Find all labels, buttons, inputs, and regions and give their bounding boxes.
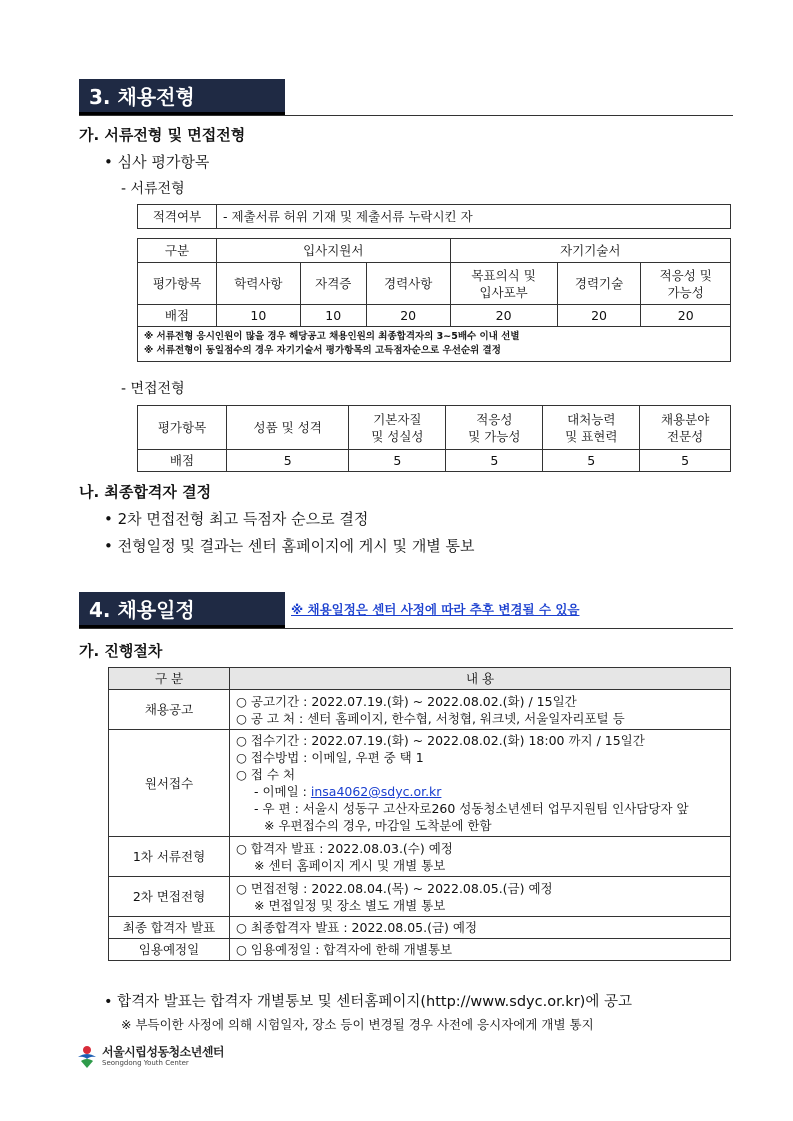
section4-title: 4. 채용일정 [79,592,285,628]
table-cell: 20 [641,305,731,327]
sched-h-gubun: 구 분 [109,668,230,690]
table-cell: 5 [446,450,543,472]
table-cell: 10 [300,305,366,327]
doc-r-item: 평가항목 [138,263,217,305]
doc-review-label: - 서류전형 [121,181,185,197]
table-cell: 자격증 [300,263,366,305]
post-line: - 우 편 : 서울시 성동구 고산자로260 성동청소년센터 업무지원팀 인사담당자 앞 [254,801,689,816]
doc-note-2: ※ 서류전형이 동일점수의 경우 자기기술서 평가항목의 고득점자순으로 우선순위 결정 [144,345,501,356]
table-cell: 대처능력 및 표현력 [543,406,640,450]
schedule-table [108,667,731,961]
sched-line: ○ 접 수 처 [236,767,296,782]
table-cell: 성품 및 성격 [227,406,349,450]
table-cell: 20 [366,305,450,327]
sched-row-doc [109,837,731,877]
email-line [236,783,724,800]
table-cell: 경력기술 [557,263,641,305]
section4-header [79,592,733,629]
sched-row-interview [109,877,731,917]
int-r-item: 평가항목 [138,406,227,450]
sched-line: ○ 임용예정일 : 합격자에 한해 개별통보 [236,942,453,957]
sched-line: ○ 접수기간 : 2022.07.19.(화) ~ 2022.08.02.(화) 18:00 까지 / 15일간 [236,733,645,748]
sched-row-appoint [109,939,731,961]
sched-line: ○ 접수방법 : 이메일, 우편 중 택 1 [236,750,424,765]
procedure-title: 가. 진행절차 [79,642,163,660]
table-cell: 5 [543,450,640,472]
sched-label: 원서접수 [109,730,230,837]
table-cell: 목표의식 및 입사포부 [450,263,557,305]
subsection-a-title: 가. 서류전형 및 면접전형 [79,126,246,144]
sched-sub: ※ 면접일정 및 장소 별도 개별 통보 [254,897,446,913]
sched-line: ○ 공 고 처 : 센터 홈페이지, 한수협, 서청협, 워크넷, 서울일자리포털 등 [236,710,625,726]
table-cell: 5 [227,450,349,472]
doc-h-app: 입사지원서 [217,239,451,263]
table-cell: 채용분야 전문성 [640,406,731,450]
b-bullet-1: • 2차 면접전형 최고 득점자 순으로 결정 [104,510,369,528]
sched-label: 최종 합격자 발표 [109,917,230,939]
table-cell: 기본자질 및 성실성 [349,406,446,450]
b-bullet-2: • 전형일정 및 결과는 센터 홈페이지에 게시 및 개별 통보 [104,537,475,555]
sched-line: ○ 면접전형 : 2022.08.04.(목) ~ 2022.08.05.(금) 예정 [236,880,553,896]
section3-header [79,79,733,116]
logo-ko: 서울시립성동청소년센터 [102,1045,225,1059]
sched-label: 1차 서류전형 [109,837,230,877]
table-cell: 적응성 및 가능성 [641,263,731,305]
doc-r-score: 배점 [138,305,217,327]
subsection-b-title: 나. 최종합격자 결정 [79,483,212,501]
sched-row-apply [109,730,731,837]
footnote: ※ 부득이한 사정에 의해 시험일자, 장소 등이 변경될 경우 사전에 응시자에게 개별 통지 [121,1017,594,1032]
announce-bullet: • 합격자 발표는 합격자 개별통보 및 센터홈페이지(http://www.sdyc.or.kr)에 공고 [104,994,632,1010]
bullet-eval: • 심사 평가항목 [104,153,210,171]
sched-row-final [109,917,731,939]
table-cell: 20 [450,305,557,327]
email-prefix: - 이메일 : [254,784,311,799]
section3-title: 3. 채용전형 [79,79,285,115]
table-cell: 5 [640,450,731,472]
sched-line: ○ 최종합격자 발표 : 2022.08.05.(금) 예정 [236,920,478,935]
doc-review-table [137,238,731,362]
sched-label: 채용공고 [109,690,230,730]
logo-mark-icon [76,1045,98,1069]
sched-h-content: 내 용 [230,668,731,690]
table-cell: 경력사항 [366,263,450,305]
interview-label: - 면접전형 [121,381,185,397]
eligibility-table [137,204,731,229]
doc-h-self: 자기기술서 [450,239,730,263]
doc-note-1: ※ 서류전형 응시인원이 많을 경우 해당공고 채용인원의 최종합격자의 3~5배수 이내 선별 [144,331,520,342]
elig-value: - 제출서류 허위 기재 및 제출서류 누락시킨 자 [217,205,731,229]
center-logo [76,1043,226,1073]
sched-label: 임용예정일 [109,939,230,961]
email-link[interactable]: insa4062@sdyc.or.kr [310,784,442,799]
table-cell: 5 [349,450,446,472]
int-r-score: 배점 [138,450,227,472]
post-note: ※ 우편접수의 경우, 마감일 도착분에 한함 [264,818,492,833]
sched-label: 2차 면접전형 [109,877,230,917]
table-cell: 적응성 및 가능성 [446,406,543,450]
table-cell: 20 [557,305,641,327]
interview-table [137,405,731,472]
sched-line: ○ 공고기간 : 2022.07.19.(화) ~ 2022.08.02.(화) / 15일간 [236,693,577,709]
table-cell: 학력사항 [217,263,301,305]
table-cell: 10 [217,305,301,327]
schedule-note: ※ 채용일정은 센터 사정에 따라 추후 변경될 수 있음 [291,602,580,617]
elig-label: 적격여부 [138,205,217,229]
sched-row-notice [109,690,731,730]
doc-h-gubun: 구분 [138,239,217,263]
sched-sub: ※ 센터 홈페이지 게시 및 개별 통보 [254,857,446,873]
logo-en: Seongdong Youth Center [102,1059,189,1067]
sched-line: ○ 합격자 발표 : 2022.08.03.(수) 예정 [236,840,453,856]
